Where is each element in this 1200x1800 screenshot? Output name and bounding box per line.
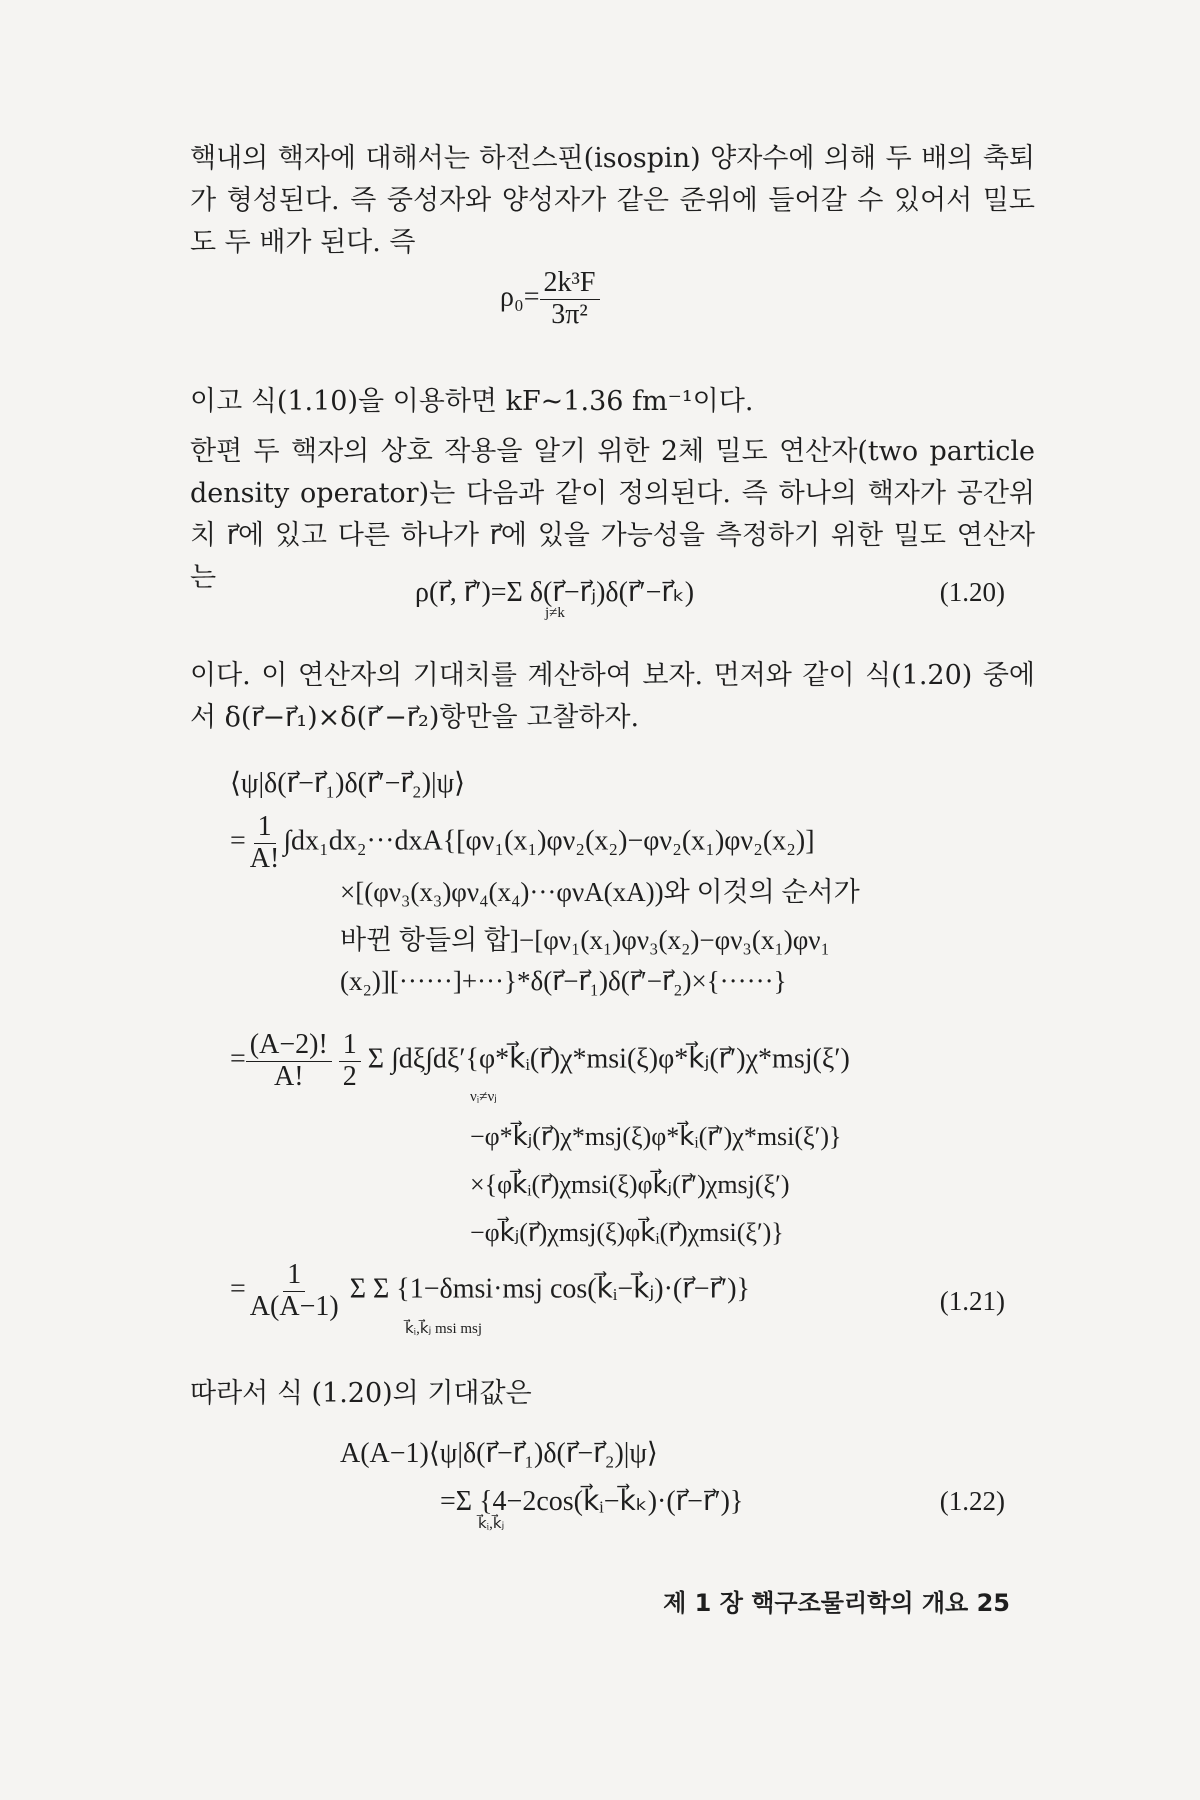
- result-line-3: ×{φk⃗ᵢ(r⃗)χmsi(ξ)φk⃗ⱼ(r⃗′)χmsj(ξ′): [470, 1170, 790, 1199]
- equation-1-21-denominator: A(A−1): [249, 1290, 339, 1322]
- result-numerator-2: 1: [339, 1030, 361, 1062]
- equation-1-21: [230, 1260, 750, 1338]
- rho0-fraction: [540, 268, 600, 331]
- result-line-2: −φ*k⃗ⱼ(r⃗)χ*msj(ξ)φ*k⃗ᵢ(r⃗′)χ*msi(ξ′)}: [470, 1122, 842, 1151]
- result-denominator-2: 2: [342, 1060, 357, 1092]
- rho0-denominator: 3π²: [551, 298, 588, 330]
- derivation-line-5: (x₂)][······]+···}*δ(r⃗−r⃗₁)δ(r⃗′−r⃗₂)×{······}: [340, 966, 787, 996]
- equation-1-22-line-2: [440, 1484, 743, 1533]
- derivation-line-4: 바뀐 항들의 합]−[φν₁(x₁)φν₃(x₂)−φν₃(x₁)φν₁: [340, 925, 830, 955]
- derivation-denominator: A!: [249, 842, 280, 874]
- paragraph-expectation-intro: 이다. 이 연산자의 기대치를 계산하여 보자. 먼저와 같이 식(1.20) 중에서 δ(r⃗−r⃗₁)×δ(r⃗′−r⃗₂)항만을 고찰하자.: [190, 660, 1035, 733]
- derivation-line-1: ⟨ψ|δ(r⃗−r⃗₁)δ(r⃗′−r⃗₂)|ψ⟩: [230, 768, 466, 799]
- derivation-line-2: [230, 812, 815, 875]
- equation-rho0: [500, 268, 600, 331]
- equation-1-21-body: Σ Σ {1−δmsi·msj cos(k⃗ᵢ−k⃗ⱼ)·(r⃗−r⃗′)}: [349, 1273, 750, 1305]
- result-line-1-subscript: νᵢ≠νⱼ: [470, 1088, 497, 1105]
- equation-1-22-subscript: k⃗ᵢ,k⃗ⱼ: [478, 1516, 505, 1532]
- expectation-line: 따라서 식 (1.20)의 기대값은: [190, 1378, 532, 1409]
- derivation-numerator: 1: [254, 812, 276, 844]
- result-line-1: [230, 1030, 850, 1106]
- equation-1-21-fraction: [246, 1260, 343, 1323]
- result-numerator-1: (A−2)!: [246, 1030, 332, 1062]
- equation-1-20-subscript: j≠k: [545, 605, 565, 621]
- derivation-line-3: ×[(φν₃(x₃)φν₄(x₄)···φνA(xA))와 이것의 순서가: [340, 877, 860, 907]
- equation-1-22-line-1: A(A−1)⟨ψ|δ(r⃗−r⃗₁)δ(r⃗−r⃗₂)|ψ⟩: [340, 1438, 658, 1469]
- derivation-line-2-equals: =: [230, 825, 246, 857]
- result-fraction-1: [246, 1030, 332, 1093]
- equation-1-21-numerator: 1: [283, 1260, 305, 1292]
- rho0-lhs: ρ₀=: [500, 281, 540, 313]
- kf-line: 이고 식(1.10)을 이용하면 kF~1.36 fm⁻¹이다.: [190, 386, 754, 417]
- result-line-4: −φk⃗ⱼ(r⃗)χmsj(ξ)φk⃗ᵢ(r⃗)χmsi(ξ′)}: [470, 1218, 784, 1247]
- equation-number-1-20: (1.20): [939, 577, 1005, 607]
- result-line-1-body: Σ ∫dξ∫dξ′{φ*k⃗ᵢ(r⃗)χ*msi(ξ)φ*k⃗ⱼ(r⃗′)χ*msj(ξ′): [367, 1043, 850, 1075]
- equation-1-21-subscript: k⃗ᵢ,k⃗ⱼ msi msj: [405, 1320, 483, 1337]
- page-footer: 제 1 장 핵구조물리학의 개요 25: [663, 1589, 1010, 1617]
- rho0-numerator: 2k³F: [540, 268, 600, 300]
- equation-number-1-21: (1.21): [939, 1286, 1005, 1316]
- equation-1-22-body: =Σ {4−2cos(k⃗ᵢ−k⃗ₖ)·(r⃗−r⃗′)}: [440, 1486, 744, 1517]
- equation-1-20: [415, 575, 694, 622]
- equation-number-1-22: (1.22): [939, 1486, 1005, 1516]
- result-denominator-1: A!: [274, 1060, 304, 1092]
- paragraph-isospin: 핵내의 핵자에 대해서는 하전스핀(isospin) 양자수에 의해 두 배의 축퇴가 형성된다. 즉 중성자와 양성자가 같은 준위에 들어갈 수 있어서 밀도도 두 배가 된다. 즉: [190, 143, 1035, 258]
- result-line-1-equals: =: [230, 1043, 246, 1075]
- equation-1-20-body: ρ(r⃗, r⃗′)=Σ δ(r⃗−r⃗ⱼ)δ(r⃗′−r⃗ₖ): [415, 577, 695, 608]
- result-fraction-2: [339, 1030, 361, 1093]
- derivation-fraction: [246, 812, 284, 875]
- derivation-line-2-integral: ∫dx₁dx₂···dxA{[φν₁(x₁)φν₂(x₂)−φν₂(x₁)φν₂(x₂)]: [283, 825, 815, 857]
- paragraph-two-body-operator: 한편 두 핵자의 상호 작용을 알기 위한 2체 밀도 연산자(two particle density operator)는 다음과 같이 정의된다. 즉 하나의 핵자가 공간위치 r⃗에 있고 다른 하나가 r⃗에 있을 가능성을 측정하기 위한 밀도 연산자는: [190, 436, 1035, 593]
- equation-1-21-equals: =: [230, 1273, 246, 1305]
